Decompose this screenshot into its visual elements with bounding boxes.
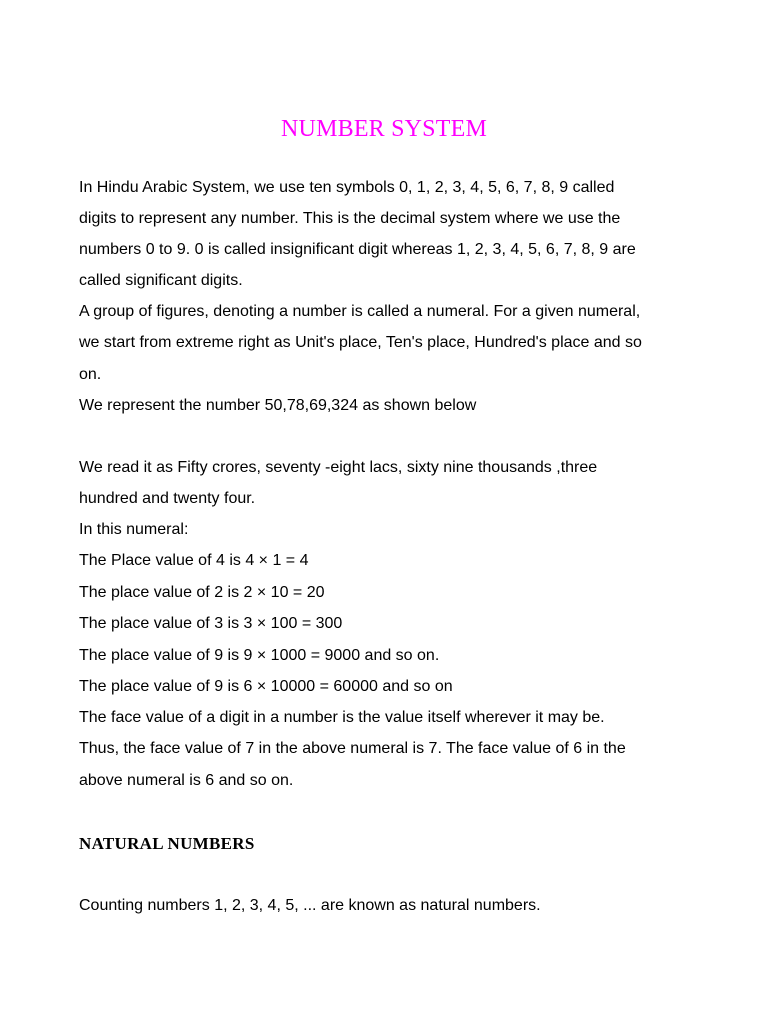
- body-line: digits to represent any number. This is the decimal system where we use the: [79, 210, 621, 227]
- body-line: In Hindu Arabic System, we use ten symbols 0, 1, 2, 3, 4, 5, 6, 7, 8, 9 called: [79, 179, 615, 196]
- page-title: NUMBER SYSTEM: [281, 116, 487, 142]
- body-line: on.: [79, 366, 102, 383]
- body-line: called significant digits.: [79, 272, 243, 289]
- body-line: We represent the number 50,78,69,324 as shown below: [79, 397, 477, 414]
- body-line: The place value of 3 is 3 × 100 = 300: [79, 615, 343, 632]
- body-line: The place value of 9 is 6 × 10000 = 60000 and so on: [79, 678, 453, 695]
- body-line: hundred and twenty four.: [79, 490, 256, 507]
- body-line: The place value of 9 is 9 × 1000 = 9000 and so on.: [79, 647, 440, 664]
- body-line: In this numeral:: [79, 521, 189, 538]
- body-line: The place value of 2 is 2 × 10 = 20: [79, 584, 325, 601]
- body-line: Thus, the face value of 7 in the above numeral is 7. The face value of 6 in the: [79, 740, 626, 757]
- body-line: A group of figures, denoting a number is called a numeral. For a given numeral,: [79, 303, 641, 320]
- body-line: We read it as Fifty crores, seventy -eight lacs, sixty nine thousands ,three: [79, 459, 598, 476]
- section-body-line: Counting numbers 1, 2, 3, 4, 5, ... are known as natural numbers.: [79, 897, 541, 914]
- body-line: above numeral is 6 and so on.: [79, 772, 294, 789]
- body-line: The Place value of 4 is 4 × 1 = 4: [79, 552, 309, 569]
- body-line: we start from extreme right as Unit's place, Ten's place, Hundred's place and so: [79, 334, 642, 351]
- body-line: The face value of a digit in a number is the value itself wherever it may be.: [79, 709, 605, 726]
- body-line: numbers 0 to 9. 0 is called insignificant digit whereas 1, 2, 3, 4, 5, 6, 7, 8, 9 are: [79, 241, 636, 258]
- section-heading: NATURAL NUMBERS: [79, 834, 255, 853]
